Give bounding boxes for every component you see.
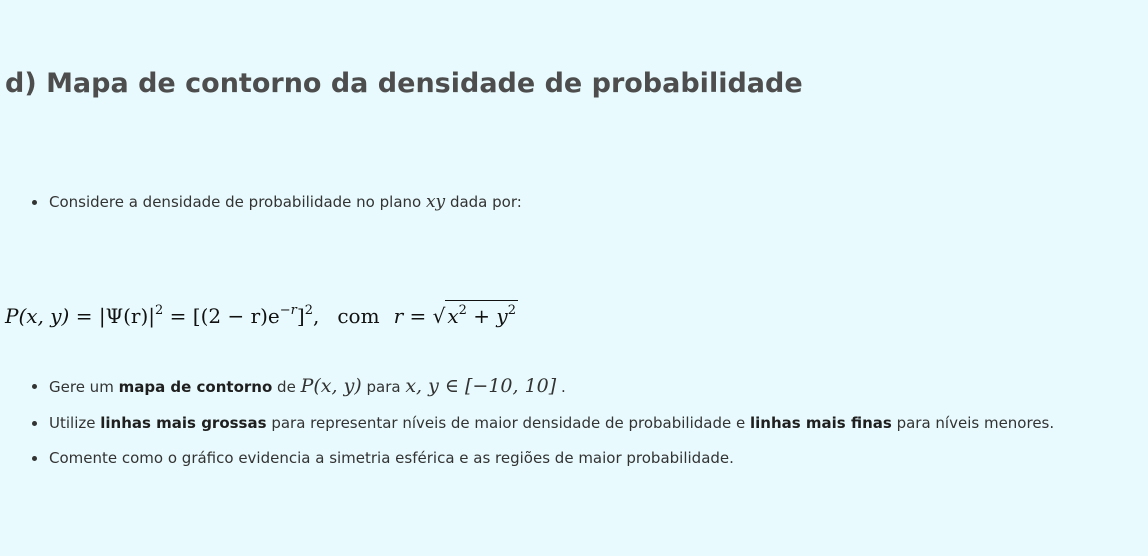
bullet2-bold1: linhas mais grossas (100, 413, 267, 432)
radicand-exp-y: 2 (507, 303, 516, 318)
display-formula (5, 300, 518, 328)
formula-r-eq: r = (393, 304, 433, 328)
formula-bracket-close: ] (296, 304, 305, 328)
formula-exp2: 2 (304, 303, 313, 318)
intro-text-after: dada por: (445, 193, 522, 211)
sqrt-radicand (445, 300, 518, 326)
list-item (0, 375, 1054, 398)
bullet1-text1: Gere um (49, 378, 119, 396)
formula-eq1: = |Ψ(r)| (69, 304, 156, 328)
bullet3-text1: Comente como o gráfico evidencia a simetria esférica e as regiões de maior probabilidade. (49, 449, 734, 467)
list-item (0, 447, 1054, 469)
intro-list (0, 191, 522, 213)
list-item (0, 191, 522, 213)
intro-text-before: Considere a densidade de probabilidade no plano (49, 193, 426, 211)
bullet1-text3: para (361, 378, 406, 396)
formula-exp-e: −r (279, 303, 297, 318)
bullet2-bold2: linhas mais finas (750, 413, 892, 432)
sqrt-symbol: √ (432, 304, 446, 328)
radicand-x: x (447, 304, 459, 328)
bullet2-text1: Utilize (49, 413, 101, 432)
formula-exp1: 2 (155, 303, 164, 318)
bullet1-math1: P(x, y) (300, 375, 362, 397)
bullet2-text2: para representar níveis de maior densidade de probabilidade e (266, 413, 750, 432)
formula-lhs: P(x, y) (5, 304, 70, 328)
bullet1-bold1: mapa de contorno (118, 378, 273, 396)
formula-eq2: = [(2 − r)e (163, 304, 280, 328)
radicand-exp-x: 2 (458, 303, 467, 318)
bullet1-math2: x, y ∈ [−10, 10] (405, 375, 557, 397)
list-item (0, 412, 1054, 434)
bullet1-text4: . (556, 378, 566, 396)
section-heading: d) Mapa de contorno da densidade de probabilidade (5, 68, 803, 99)
formula-com: com (337, 304, 380, 328)
task-list (0, 375, 1054, 483)
math-plane-xy: xy (425, 192, 446, 212)
square-root (433, 300, 518, 328)
bullet1-text2: de (272, 378, 301, 396)
formula-comma: , (312, 304, 320, 328)
bullet2-text3: para níveis menores. (891, 413, 1055, 432)
radicand-plus-y: + y (466, 304, 508, 328)
